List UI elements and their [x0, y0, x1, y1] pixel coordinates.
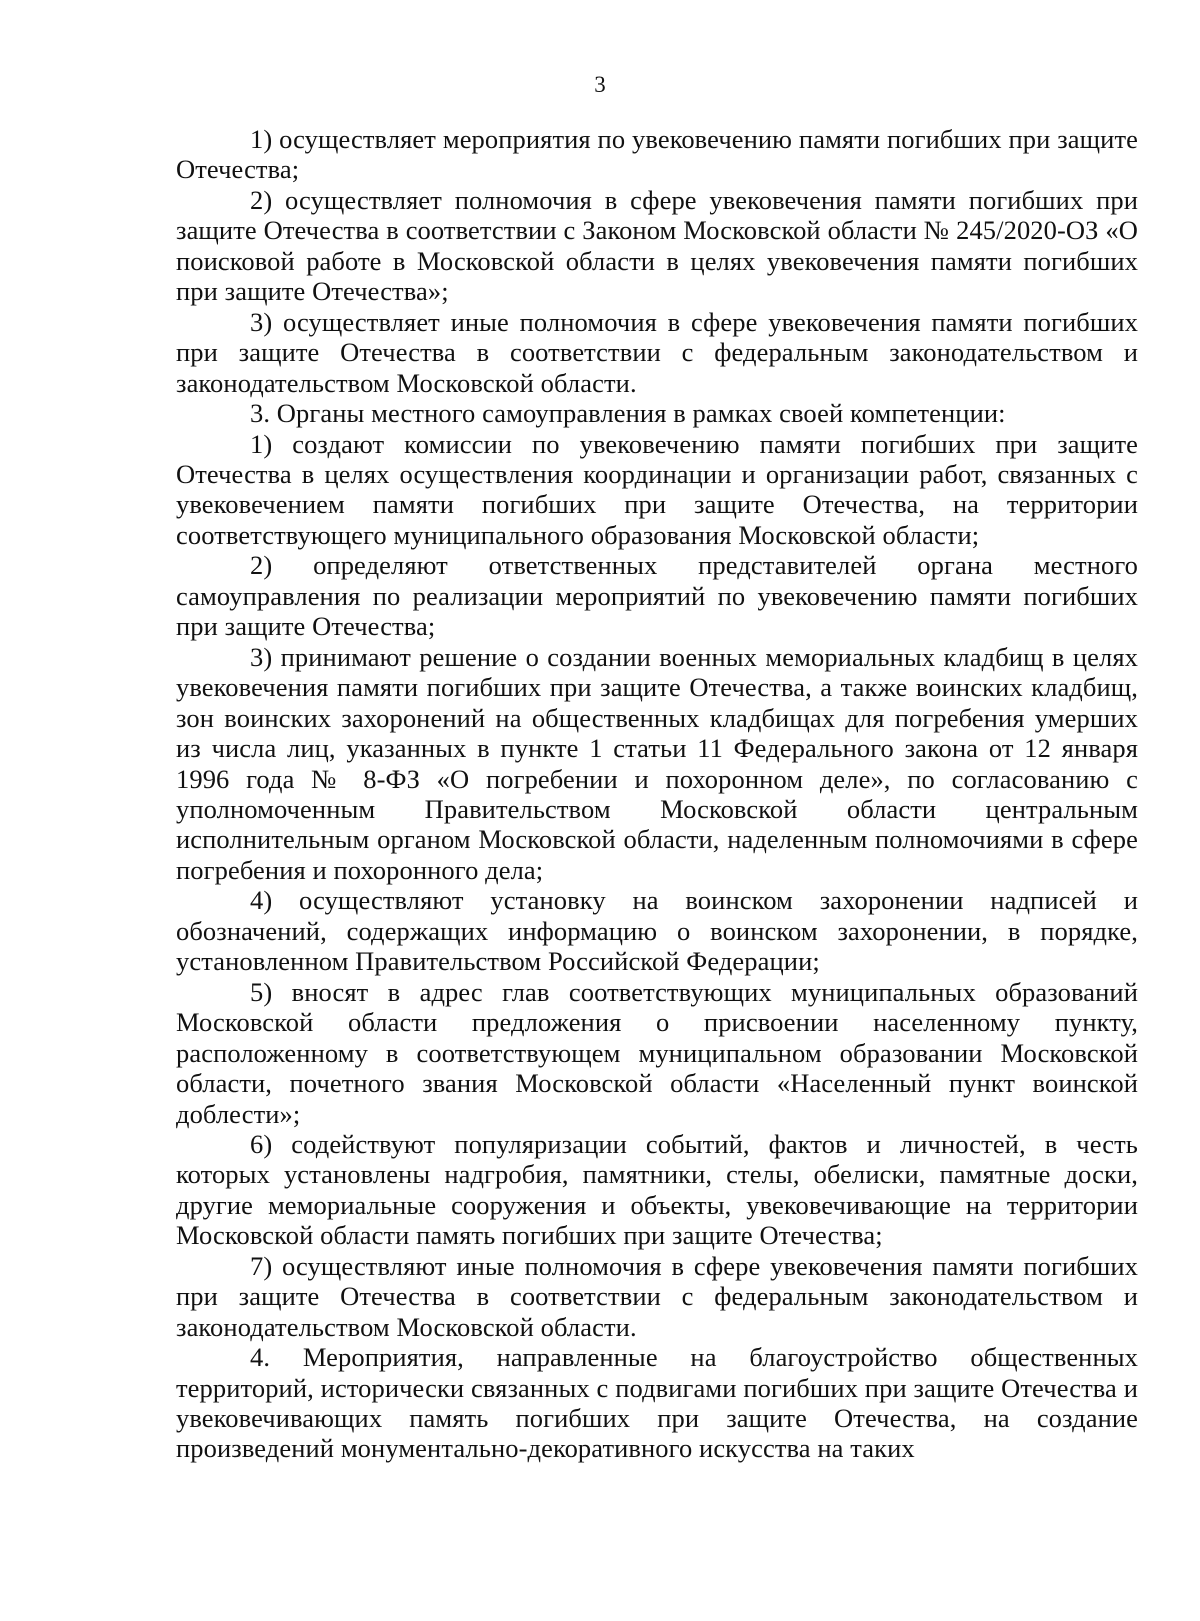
- page-number: 3: [594, 72, 606, 97]
- section-4-start: 4. Мероприятия, направленные на благоустройство общественных территорий, исторически связанных с подвигами погибших при защите Отечества и увековечивающих память погибших при защите Отечества, на создание произведений монументально-декоративного искусства на таких: [176, 1342, 1138, 1464]
- paragraph-2-1: 1) осуществляет мероприятия по увековечению памяти погибших при защите Отечества;: [176, 124, 1138, 185]
- paragraph-3-2: 2) определяют ответственных представителей органа местного самоуправления по реализации мероприятий по увековечению памяти погибших при защите Отечества;: [176, 550, 1138, 642]
- paragraph-3-3: 3) принимают решение о создании военных мемориальных кладбищ в целях увековечения памяти погибших при защите Отечества, а также воинских кладбищ, зон воинских захоронений на общественных кладбищах для погребения умерших из числа лиц, указанных в пункте 1 статьи 11 Федерального закона от 12 января 1996 года № 8-ФЗ «О погребении и похоронном деле», по согласованию с уполномоченным Правительством Московской области центральным исполнительным органом Московской области, наделенным полномочиями в сфере погребения и похоронного дела;: [176, 641, 1138, 885]
- section-3-heading: 3. Органы местного самоуправления в рамках своей компетенции:: [250, 398, 1006, 429]
- document-body: [176, 124, 1138, 1464]
- paragraph-3-7: 7) осуществляют иные полномочия в сфере увековечения памяти погибших при защите Отечества в соответствии с федеральным законодательством и законодательством Московской области.: [176, 1250, 1138, 1342]
- paragraph-3-4: 4) осуществляют установку на воинском захоронении надписей и обозначений, содержащих информацию о воинском захоронении, в порядке, установленном Правительством Российской Федерации;: [176, 885, 1138, 977]
- paragraph-2-2: 2) осуществляет полномочия в сфере увековечения памяти погибших при защите Отечества в соответствии с Законом Московской области № 245/2020-ОЗ «О поисковой работе в Московской области в целях увековечения памяти погибших при защите Отечества»;: [176, 184, 1138, 307]
- paragraph-3-1: 1) создают комиссии по увековечению памяти погибших при защите Отечества в целях осуществления координации и организации работ, связанных с увековечением памяти погибших при защите Отечества, на территории соответствующего муниципального образования Московской области;: [176, 428, 1138, 550]
- paragraph-2-3: 3) осуществляет иные полномочия в сфере увековечения памяти погибших при защите Отечества в соответствии с федеральным законодательством и законодательством Московской области.: [176, 306, 1138, 398]
- paragraph-3-5: 5) вносят в адрес глав соответствующих муниципальных образований Московской области предложения о присвоении населенному пункту, расположенному в соответствующем муниципальном образовании Московской области, почетного звания Московской области «Населенный пункт воинской доблести»;: [176, 976, 1138, 1129]
- paragraph-3-6: 6) содействуют популяризации событий, фактов и личностей, в честь которых установлены надгробия, памятники, стелы, обелиски, памятные доски, другие мемориальные сооружения и объекты, увековечивающие на территории Московской области память погибших при защите Отечества;: [176, 1128, 1138, 1251]
